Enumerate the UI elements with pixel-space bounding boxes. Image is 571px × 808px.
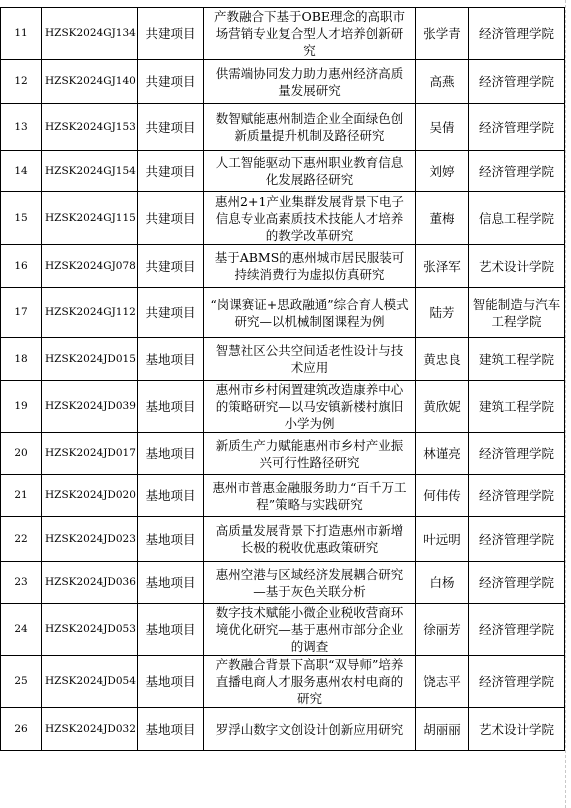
table-row [1, 338, 565, 381]
department: 艺术设计学院 [469, 708, 565, 751]
row-number: 20 [1, 433, 42, 475]
row-number: 17 [1, 288, 42, 338]
project-code: HZSK2024JD015 [42, 338, 138, 381]
project-title: 数字技术赋能小微企业税收营商环境优化研究—基于惠州市部分企业的调查 [204, 604, 416, 656]
leader-name: 林谨亮 [416, 433, 469, 475]
project-code: HZSK2024JD036 [42, 562, 138, 604]
leader-name: 黄欣妮 [416, 381, 469, 433]
department: 经济管理学院 [469, 562, 565, 604]
project-title: 供需端协同发力助力惠州经济高质量发展研究 [204, 60, 416, 104]
table-row [1, 517, 565, 562]
project-type: 基地项目 [138, 656, 204, 708]
project-type: 基地项目 [138, 517, 204, 562]
leader-name: 张泽军 [416, 245, 469, 288]
project-code: HZSK2024GJ078 [42, 245, 138, 288]
project-type: 基地项目 [138, 475, 204, 517]
project-type: 共建项目 [138, 8, 204, 60]
department: 经济管理学院 [469, 656, 565, 708]
table-row [1, 381, 565, 433]
leader-name: 董梅 [416, 192, 469, 245]
project-type: 基地项目 [138, 604, 204, 656]
table-row [1, 708, 565, 751]
project-code: HZSK2024JD023 [42, 517, 138, 562]
department: 建筑工程学院 [469, 381, 565, 433]
table-row [1, 60, 565, 104]
project-type: 基地项目 [138, 708, 204, 751]
row-number: 22 [1, 517, 42, 562]
table-row [1, 245, 565, 288]
page-edge-guide [565, 0, 567, 808]
project-title: 基于ABMS的惠州城市居民服装可持续消费行为虚拟仿真研究 [204, 245, 416, 288]
project-type: 共建项目 [138, 104, 204, 151]
row-number: 25 [1, 656, 42, 708]
project-table [0, 7, 565, 751]
leader-name: 陆芳 [416, 288, 469, 338]
department: 经济管理学院 [469, 104, 565, 151]
project-code: HZSK2024JD032 [42, 708, 138, 751]
project-title: 惠州空港与区域经济发展耦合研究—基于灰色关联分析 [204, 562, 416, 604]
leader-name: 胡丽丽 [416, 708, 469, 751]
row-number: 14 [1, 151, 42, 192]
table-row [1, 656, 565, 708]
leader-name: 刘婷 [416, 151, 469, 192]
leader-name: 吴倩 [416, 104, 469, 151]
project-title: 高质量发展背景下打造惠州市新增长极的税收优惠政策研究 [204, 517, 416, 562]
project-title: 惠州2+1产业集群发展背景下电子信息专业高素质技术技能人才培养的教学改革研究 [204, 192, 416, 245]
table-row [1, 8, 565, 60]
project-code: HZSK2024GJ154 [42, 151, 138, 192]
department: 经济管理学院 [469, 517, 565, 562]
department: 建筑工程学院 [469, 338, 565, 381]
row-number: 15 [1, 192, 42, 245]
project-title: “岗课赛证+思政融通”综合育人模式研究—以机械制图课程为例 [204, 288, 416, 338]
project-type: 共建项目 [138, 245, 204, 288]
leader-name: 张学青 [416, 8, 469, 60]
department: 艺术设计学院 [469, 245, 565, 288]
row-number: 24 [1, 604, 42, 656]
project-code: HZSK2024JD054 [42, 656, 138, 708]
leader-name: 白杨 [416, 562, 469, 604]
project-title: 惠州市乡村闲置建筑改造康养中心的策略研究—以马安镇新楼村旗旧小学为例 [204, 381, 416, 433]
project-code: HZSK2024JD039 [42, 381, 138, 433]
department: 信息工程学院 [469, 192, 565, 245]
project-code: HZSK2024JD053 [42, 604, 138, 656]
project-code: HZSK2024GJ112 [42, 288, 138, 338]
row-number: 23 [1, 562, 42, 604]
row-number: 18 [1, 338, 42, 381]
project-title: 人工智能驱动下惠州职业教育信息化发展路径研究 [204, 151, 416, 192]
row-number: 12 [1, 60, 42, 104]
table-row [1, 192, 565, 245]
department: 经济管理学院 [469, 60, 565, 104]
leader-name: 高燕 [416, 60, 469, 104]
project-title: 惠州市普惠金融服务助力“百千万工程”策略与实践研究 [204, 475, 416, 517]
project-type: 共建项目 [138, 151, 204, 192]
project-title: 罗浮山数字文创设计创新应用研究 [204, 708, 416, 751]
project-type: 共建项目 [138, 288, 204, 338]
table-body [1, 8, 565, 751]
leader-name: 饶志平 [416, 656, 469, 708]
leader-name: 何伟传 [416, 475, 469, 517]
department: 经济管理学院 [469, 433, 565, 475]
department: 智能制造与汽车工程学院 [469, 288, 565, 338]
leader-name: 徐丽芳 [416, 604, 469, 656]
project-code: HZSK2024JD017 [42, 433, 138, 475]
row-number: 11 [1, 8, 42, 60]
project-type: 基地项目 [138, 433, 204, 475]
table-row [1, 104, 565, 151]
row-number: 21 [1, 475, 42, 517]
project-code: HZSK2024GJ153 [42, 104, 138, 151]
project-code: HZSK2024GJ140 [42, 60, 138, 104]
row-number: 13 [1, 104, 42, 151]
project-title: 新质生产力赋能惠州市乡村产业振兴可行性路径研究 [204, 433, 416, 475]
project-type: 基地项目 [138, 338, 204, 381]
row-number: 16 [1, 245, 42, 288]
project-title: 数智赋能惠州制造企业全面绿色创新质量提升机制及路径研究 [204, 104, 416, 151]
project-title: 产教融合背景下高职“双导师”培养直播电商人才服务惠州农村电商的研究 [204, 656, 416, 708]
project-title: 智慧社区公共空间适老性设计与技术应用 [204, 338, 416, 381]
department: 经济管理学院 [469, 151, 565, 192]
department: 经济管理学院 [469, 475, 565, 517]
project-type: 基地项目 [138, 562, 204, 604]
project-code: HZSK2024JD020 [42, 475, 138, 517]
project-type: 基地项目 [138, 381, 204, 433]
department: 经济管理学院 [469, 8, 565, 60]
project-type: 共建项目 [138, 192, 204, 245]
leader-name: 黄忠良 [416, 338, 469, 381]
leader-name: 叶远明 [416, 517, 469, 562]
table-row [1, 562, 565, 604]
project-type: 共建项目 [138, 60, 204, 104]
table-row [1, 288, 565, 338]
table-row [1, 604, 565, 656]
table-row [1, 475, 565, 517]
project-code: HZSK2024GJ115 [42, 192, 138, 245]
row-number: 26 [1, 708, 42, 751]
table-row [1, 151, 565, 192]
row-number: 19 [1, 381, 42, 433]
project-code: HZSK2024GJ134 [42, 8, 138, 60]
table-row [1, 433, 565, 475]
department: 经济管理学院 [469, 604, 565, 656]
project-title: 产教融合下基于OBE理念的高职市场营销专业复合型人才培养创新研究 [204, 8, 416, 60]
